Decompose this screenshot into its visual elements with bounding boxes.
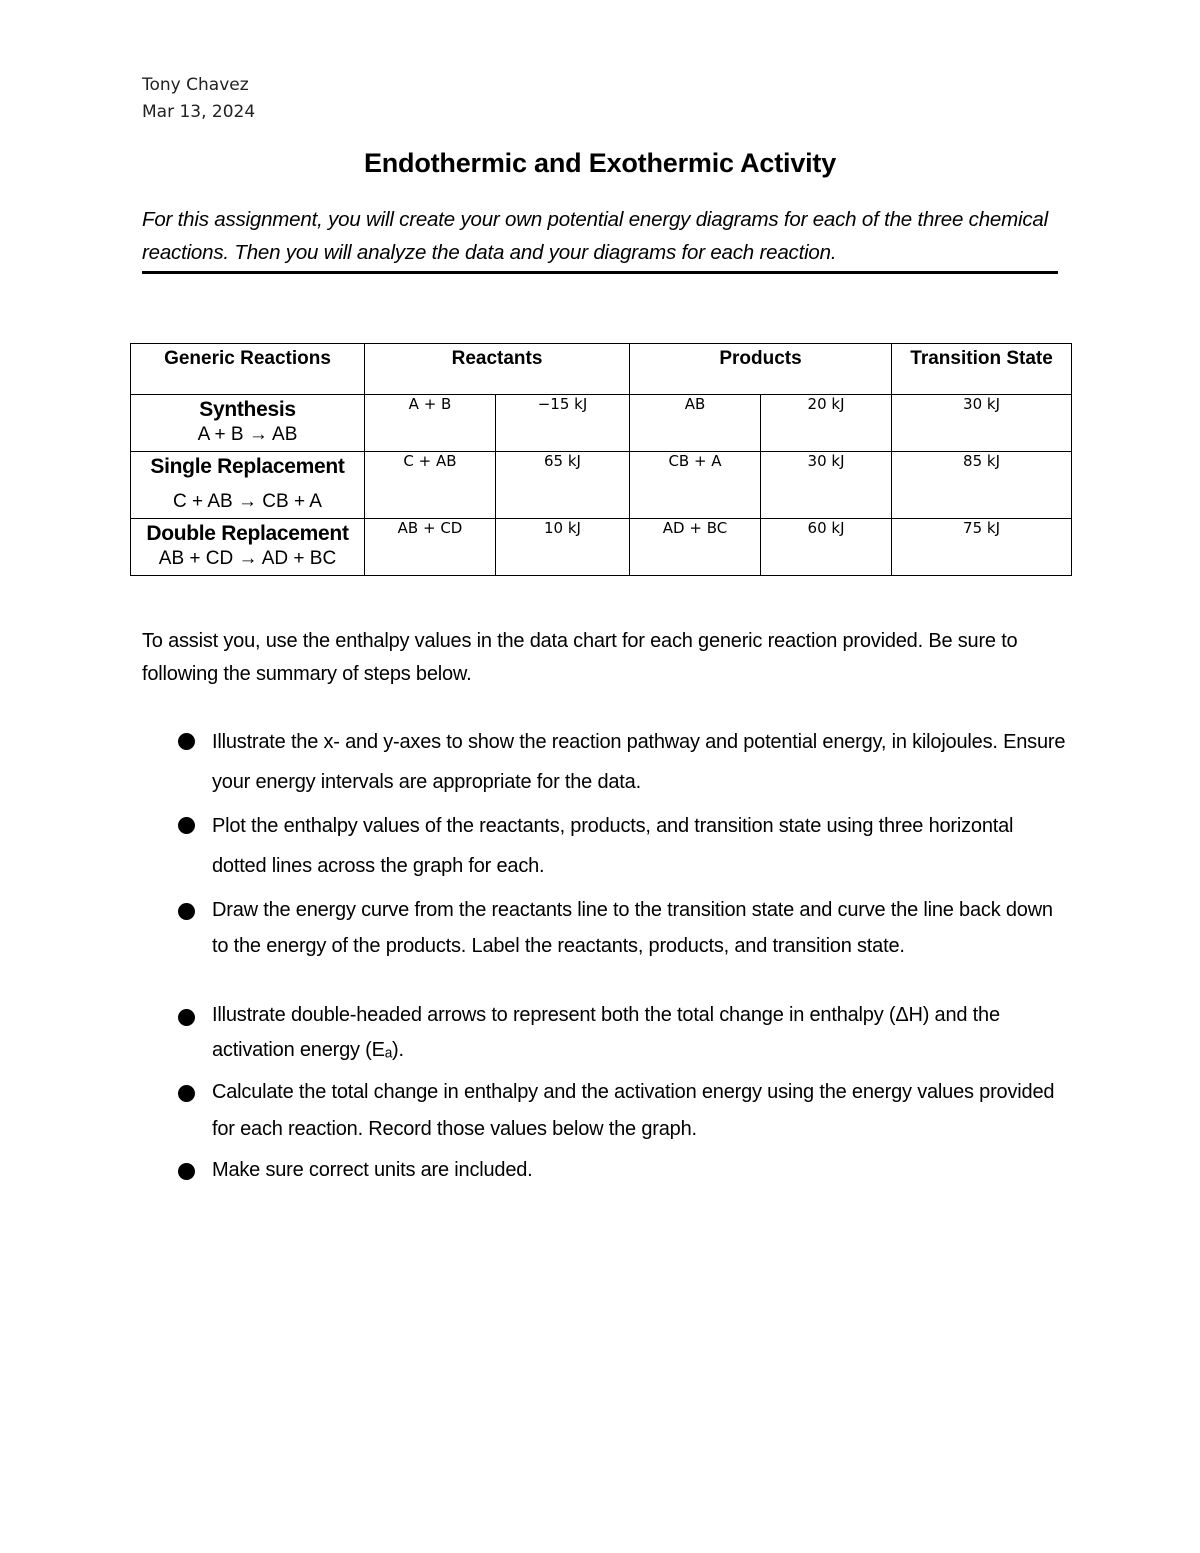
step-text: Plot the enthalpy values of the reactants, products, and transition state using three horizontal dotted lines across the graph for each. [212, 815, 1014, 877]
reactant-energy: 10 kJ [496, 519, 630, 576]
step-text: Make sure correct units are included. [212, 1159, 533, 1181]
reactant-energy: −15 kJ [496, 395, 630, 452]
bullet-icon [178, 1009, 195, 1026]
product-formula: AD + BC [630, 519, 761, 576]
list-item [176, 806, 1066, 892]
header-generic-reactions: Generic Reactions [131, 344, 365, 395]
bullet-icon [178, 733, 195, 750]
list-item [176, 998, 1066, 1074]
reaction-name: Single Replacement [150, 455, 345, 478]
reaction-name: Double Replacement [146, 522, 349, 545]
table-row [131, 519, 1072, 576]
page-title: Endothermic and Exothermic Activity [363, 148, 837, 178]
table-row [131, 452, 1072, 519]
reactant-energy: 65 kJ [496, 452, 630, 519]
product-formula: AB [630, 395, 761, 452]
document-date: Mar 13, 2024 [142, 102, 256, 122]
product-formula: CB + A [630, 452, 761, 519]
table-row [131, 395, 1072, 452]
header-products: Products [630, 344, 892, 395]
header-transition-state: Transition State [892, 344, 1072, 395]
step-text: Illustrate double-headed arrows to represent both the total change in enthalpy (ΔH) and the activation energy (Eₐ). [212, 1004, 1000, 1061]
transition-energy: 85 kJ [892, 452, 1072, 519]
transition-energy: 30 kJ [892, 395, 1072, 452]
bullet-icon [178, 903, 195, 920]
list-item [176, 1152, 1066, 1192]
assist-paragraph: To assist you, use the enthalpy values in the data chart for each generic reaction provided. Be sure to following the summary of steps below. [142, 630, 1018, 685]
intro-instructions: For this assignment, you will create your own potential energy diagrams for each of the three chemical reactions. Then you will analyze the data and your diagrams for each reaction. [142, 203, 1058, 274]
product-energy: 60 kJ [761, 519, 892, 576]
reactant-formula: A + B [365, 395, 496, 452]
bullet-icon [178, 817, 195, 834]
reactant-formula: C + AB [365, 452, 496, 519]
header-reactants: Reactants [365, 344, 630, 395]
list-item [176, 722, 1066, 806]
reaction-data-table [130, 343, 1072, 576]
step-text: Illustrate the x- and y-axes to show the reaction pathway and potential energy, in kilojoules. Ensure your energy intervals are appropriate for the data. [212, 731, 1066, 793]
reaction-equation: A + B → AB [197, 424, 298, 445]
reaction-cell [131, 519, 365, 576]
bullet-icon [178, 1085, 195, 1102]
product-energy: 30 kJ [761, 452, 892, 519]
reaction-equation: AB + CD → AD + BC [158, 548, 337, 569]
steps-list [176, 722, 1066, 1192]
bullet-icon [178, 1163, 195, 1180]
reaction-cell [131, 452, 365, 519]
transition-energy: 75 kJ [892, 519, 1072, 576]
reactant-formula: AB + CD [365, 519, 496, 576]
list-item [176, 892, 1066, 998]
reaction-name: Synthesis [199, 398, 296, 421]
author-name: Tony Chavez [142, 75, 249, 95]
step-text: Draw the energy curve from the reactants line to the transition state and curve the line back down to the energy of the products. Label the reactants, products, and transition state. [212, 899, 1053, 957]
step-text: Calculate the total change in enthalpy and the activation energy using the energy values provided for each reaction. Record those values below the graph. [212, 1081, 1055, 1140]
reaction-equation: C + AB → CB + A [173, 491, 322, 512]
product-energy: 20 kJ [761, 395, 892, 452]
list-item [176, 1074, 1066, 1152]
reaction-cell [131, 395, 365, 452]
